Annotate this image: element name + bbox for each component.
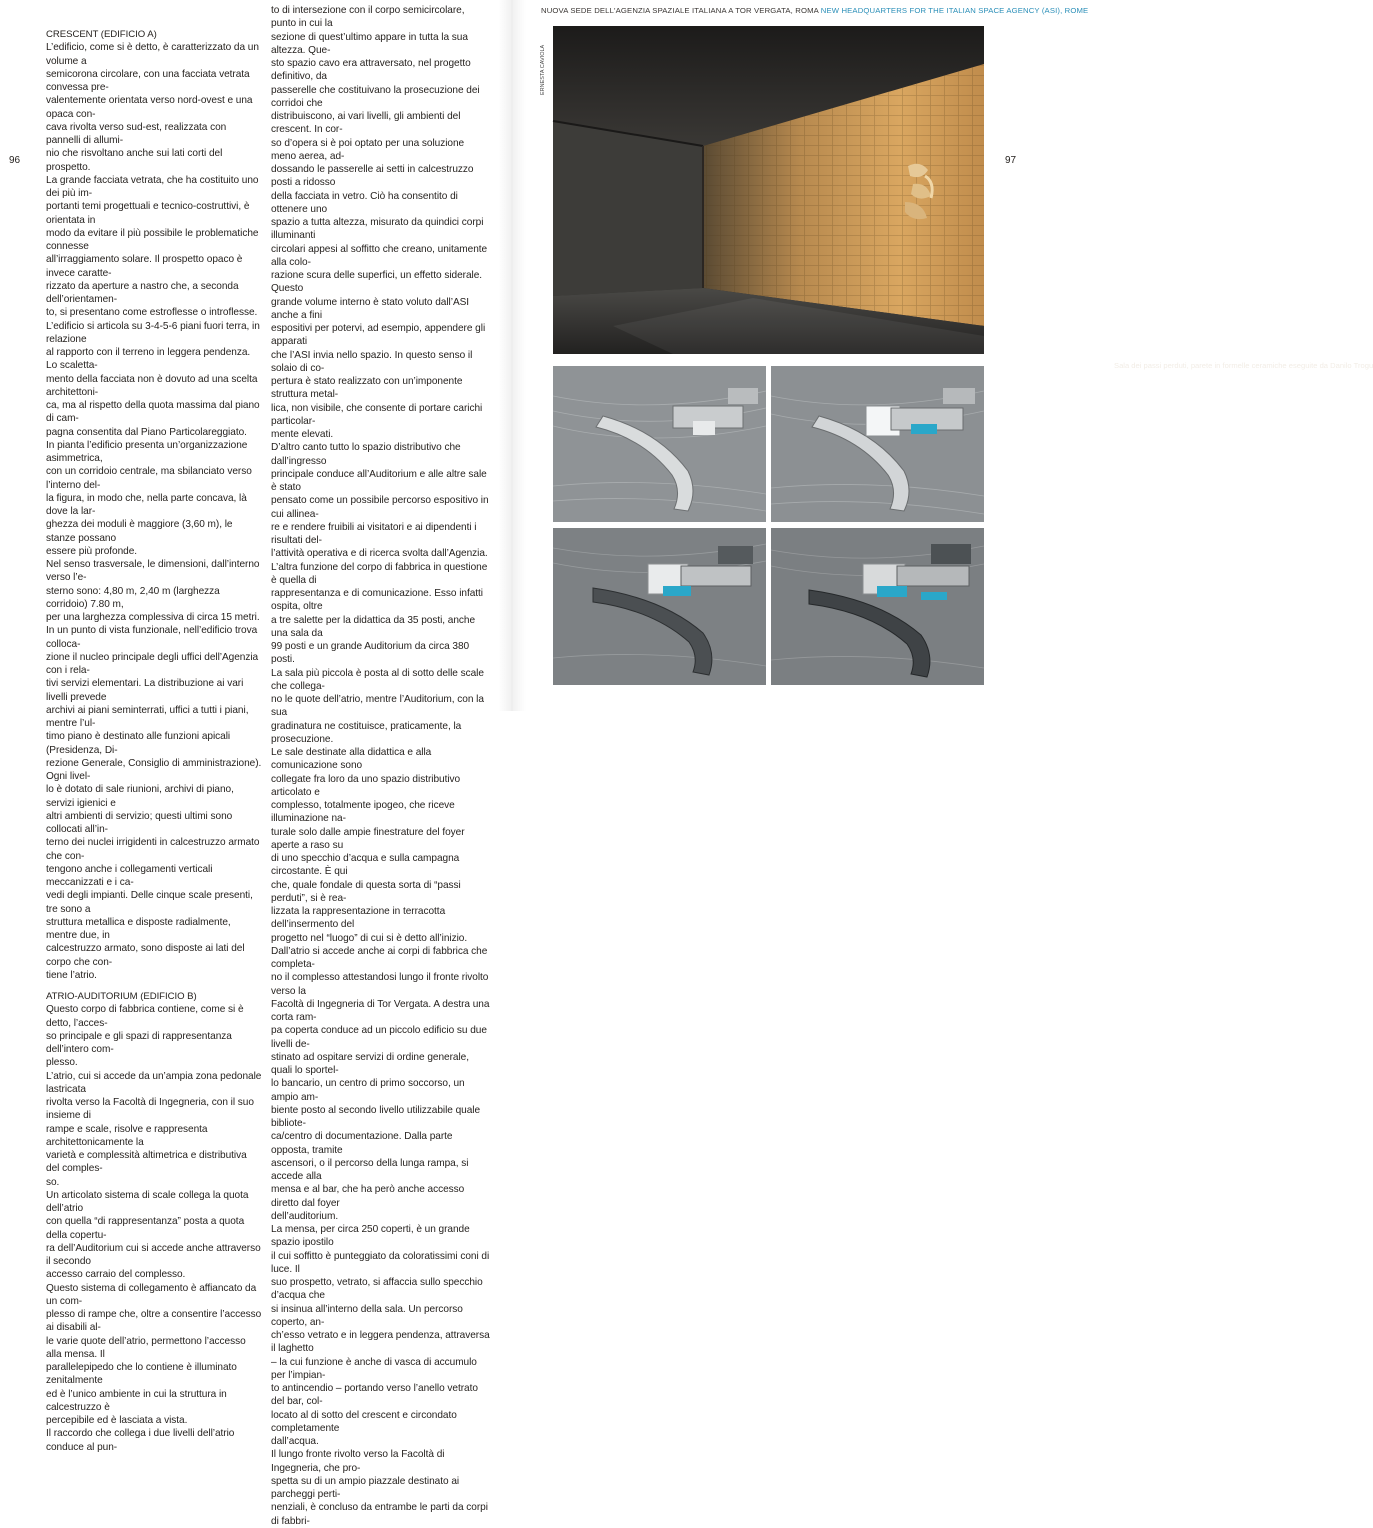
- section-heading-crescent: CRESCENT (EDIFICIO A): [46, 29, 157, 40]
- page-number-right: 97: [1005, 155, 1017, 166]
- paragraph-atrio: Questo corpo di fabbrica contiene, come si è detto, l’acces- so principale e gli spazi di rappresentanza dell’intero com- plesso. L’atrio, cui si accede da un’ampia zona pedonale lastricata rivolta verso la Facoltà di Ingegneria, con il suo insieme di rampe e scale, risolve e rappresenta architettonicamente la varietà e complessità altimetrica e distributiva del comples- so. Un articolato sistema di scale collega la quota dell’atrio con quella “di rappresentanza” posta a quota della copertu- ra dell’Auditorium cui si accede anche attraverso il secondo accesso carraio del complesso. Questo sistema di collegamento è affiancato da un com- plesso di rampe che, oltre a consentire l’accesso ai disabili al- le varie quote dell’atrio, permettono l’accesso alla mensa. Il parallelepipedo che lo contiene è illuminato zenitalmente ed è l’unico ambiente in cui la struttura in calcestruzzo è percepibile ed è lasciata a vista. Il raccordo che collega i due livelli dell’atrio conduce al pun-: [46, 1004, 262, 1453]
- model-illustration-4: [771, 528, 984, 685]
- model-photo-1: [553, 366, 766, 522]
- paragraph-crescent: L’edificio, come si è detto, è caratterizzato da un volume a semicorona circolare, con una facciata vetrata convessa pre- valentemente orientata verso nord-ovest e una opaca con- cava rivolta verso sud-est, realizzata con pannelli di allumi- nio che risvoltano anche sui lati corti del prospetto. La grande facciata vetrata, che ha costituito uno dei più im- portanti temi progettuali e tecnico-costruttivi, è orientata in modo da evitare il più possibile le problematiche connesse all’irraggiamento solare. Il prospetto opaco è invece caratte- rizzato da aperture a nastro che, a seconda dell’orientamen- to, si presentano come estroflesse o introflesse. L’edificio si articola su 3-4-5-6 piani fuori terra, in relazione al rapporto con il terreno in leggera pendenza. Lo scaletta- mento della facciata non è dovuto ad una scelta architettoni- ca, ma al rispetto della quota massima dal piano di cam- pagna consentita dal Piano Particolareggiato. In pianta l’edificio presenta un’organizzazione asimmetrica, con un corridoio centrale, ma sbilanciato verso l’interno del- la figura, in modo che, nella parte concava, là dove la lar- ghezza dei moduli è maggiore (3,60 m), le stanze possano essere più profonde. Nel senso trasversale, le dimensioni, dall’interno verso l’e- sterno sono: 4,80 m, 2,40 m (larghezza corridoio) 7.80 m, per una larghezza complessiva di circa 15 metri. In un punto di vista funzionale, nell’edificio trova colloca- zione il nucleo principale degli uffici dell’Agenzia con i rela- tivi servizi elementari. La distribuzione ai vari livelli prevede archivi ai piani seminterrati, uffici a tutti i piani, mentre l’ul- timo piano è destinato alle funzioni apicali (Presidenza, Di- rezione Generale, Consiglio di amministrazione). Ogni livel- lo è dotato di sale riunioni, archivi di piano, servizi igienici e altri ambienti di servizio; questi ultimi sono collocati all’in- terno dei nuclei irrigidenti in calcestruzzo armato che con- tengono anche i collegamenti verticali meccanizzati e i ca- vedi degli impianti. Delle cinque scale presenti, tre sono a struttura metallica e disposte radialmente, mentre due, in calcestruzzo armato, sono disposte ai lati del corpo che con- tiene l’atrio.: [46, 42, 262, 981]
- hall-photo-illustration: [553, 26, 984, 354]
- model-photo-2: [771, 366, 984, 522]
- text-column-2: [271, 4, 490, 1528]
- photo-caption: Sala dei passi perduti, parete in formelle ceramiche eseguite da Danilo Trogu: [1114, 361, 1373, 370]
- running-head-english: NEW HEADQUARTERS FOR THE ITALIAN SPACE AGENCY (ASI), ROME: [820, 6, 1089, 15]
- model-photo-3: [553, 528, 766, 685]
- running-head: [541, 6, 1089, 15]
- model-illustration-1: [553, 366, 766, 522]
- model-illustration-2: [771, 366, 984, 522]
- model-illustration-3: [553, 528, 766, 685]
- page-gutter: [498, 0, 526, 711]
- running-head-italian: NUOVA SEDE DELL'AGENZIA SPAZIALE ITALIANA A TOR VERGATA, ROMA: [541, 6, 819, 15]
- model-photo-4: [771, 528, 984, 685]
- section-heading-atrio: ATRIO-AUDITORIUM (EDIFICIO B): [46, 991, 197, 1002]
- paragraph-continued: to di intersezione con il corpo semicircolare, punto in cui la sezione di quest’ultimo appare in tutta la sua altezza. Que- sto spazio cavo era attraversato, nel progetto definitivo, da passerelle che costituivano la prosecuzione dei corridoi che distribuiscono, ai vari livelli, gli ambienti del crescent. In cor- so d’opera si è poi optato per una soluzione meno aerea, ad- dossando le passerelle ai setti in calcestruzzo posti a ridosso della facciata in vetro. Ciò ha consentito di ottenere uno spazio a tutta altezza, misurato da quindici corpi illuminanti circolari appesi al soffitto che creano, unitamente alla colo- razione scura delle superfici, un effetto siderale. Questo grande volume interno è stato voluto dall’ASI anche a fini espositivi per potervi, ad esempio, appendere gli apparati che l’ASI invia nello spazio. In questo senso il solaio di co- pertura è stato realizzato con un’imponente struttura metal- lica, non visibile, che consente di portare carichi particolar- mente elevati. D’altro canto tutto lo spazio distributivo che dall’ingresso principale conduce all’Auditorium e alle altre sale è stato pensato come un possibile percorso espositivo in cui allinea- re e rendere fruibili ai visitatori e ai dipendenti i risultati del- l’attività operativa e di ricerca svolta dall’Agenzia. L’altra funzione del corpo di fabbrica in questione è quella di rappresentanza e di comunicazione. Esso infatti ospita, oltre a tre salette per la didattica da 35 posti, anche una sala da 99 posti e un grande Auditorium da circa 380 posti. La sala più piccola è posta al di sotto delle scale che collega- no le quote dell’atrio, mentre l’Auditorium, con la sua gradinatura ne costituisce, praticamente, la prosecuzione. Le sale destinate alla didattica e alla comunicazione sono collegate fra loro da uno spazio distributivo articolato e complesso, totalmente ipogeo, che riceve illuminazione na- turale solo dalle ampie finestrature del foyer aperte a raso su di uno specchio d’acqua e sulla campagna circostante. È qui che, quale fondale di questa sorta di “passi perduti”, si è rea- lizzata la rappresentazione in terracotta dell’insermento del progetto nel “luogo” di cui si è detto all’inizio. Dall’atrio si accede anche ai corpi di fabbrica che completa- no il complesso attestandosi lungo il fronte rivolto verso la Facoltà di Ingegneria di Tor Vergata. A destra una corta ram- pa coperta conduce ad un piccolo edificio su due livelli de- stinato ad ospitare servizi di ordine generale, quali lo sportel- lo bancario, un centro di primo soccorso, un ampio am- biente posto al secondo livello utilizzabile quale bibliote- ca/centro di documentazione. Dalla parte opposta, tramite ascensori, o il percorso della lunga rampa, si accede alla mensa e al bar, che ha però anche accesso diretto dal foyer dell’auditorium. La mensa, per circa 250 coperti, è un grande spazio ipostilo il cui soffitto è punteggiato da coloratissimi coni di luce. Il suo prospetto, vetrato, si affaccia sullo specchio d’acqua che si insinua all’interno della sala. Un percorso coperto, an- ch’esso vetrato e in leggera pendenza, attraversa il laghetto – la cui funzione è anche di vasca di accumulo per l’impian- to antincendio – portando verso l’anello vetrato del bar, col- locato al di sotto del crescent e circondato completamente dall’acqua. Il lungo fronte rivolto verso la Facoltà di Ingegneria, che pro- spetta su di un ampio piazzale destinato ai parcheggi perti- nenziali, è concluso da entrambe le parti da corpi di fabbri-: [271, 5, 490, 1527]
- page-number-left: 96: [9, 155, 21, 166]
- photo-credit: ERNESTA CAVIOLA: [540, 44, 546, 95]
- text-column-1: [46, 28, 262, 1454]
